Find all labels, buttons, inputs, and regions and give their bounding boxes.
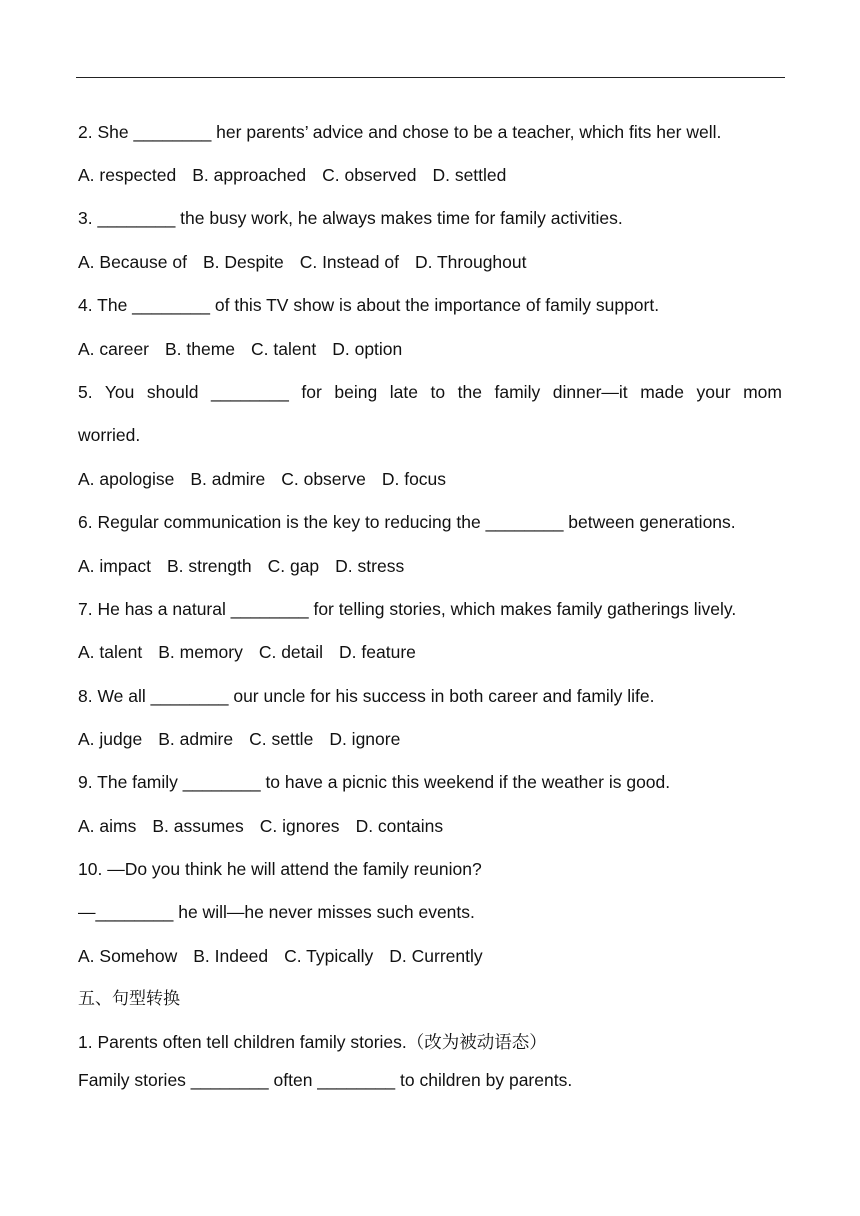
q9-option-c: C. ignores <box>259 816 340 836</box>
question-6-stem: 6. Regular communication is the key to reducing the ________ between generations. <box>78 512 736 532</box>
q3-option-a: A. Because of <box>78 252 187 272</box>
q7-option-a: A. talent <box>78 642 143 662</box>
q2-option-a: A. respected <box>78 165 177 185</box>
q10-option-b: B. Indeed <box>193 946 269 966</box>
q7-option-d: D. feature <box>339 642 416 662</box>
q3-option-b: B. Despite <box>202 252 284 272</box>
q8-option-a: A. judge <box>78 729 143 749</box>
question-3-options <box>78 251 527 273</box>
question-5-options <box>78 468 446 490</box>
q9-option-b: B. assumes <box>152 816 244 836</box>
question-5-stem-line1: 5. You should ________ for being late to the family dinner—it made your mom <box>78 382 782 402</box>
q2-option-c: C. observed <box>322 165 417 185</box>
question-10-stem: 10. —Do you think he will attend the family reunion? <box>78 859 482 879</box>
q6-option-a: A. impact <box>78 556 151 576</box>
question-9-options <box>78 815 443 837</box>
q6-option-c: C. gap <box>267 556 320 576</box>
q5-option-d: D. focus <box>381 469 447 489</box>
q2-option-d: D. settled <box>432 165 507 185</box>
question-10-options <box>78 945 483 967</box>
section-5-title: 五、句型转换 <box>78 989 180 1009</box>
q7-option-c: C. detail <box>258 642 324 662</box>
q4-option-b: B. theme <box>165 339 236 359</box>
question-2-stem: 2. She ________ her parents’ advice and chose to be a teacher, which fits her well. <box>78 122 722 142</box>
q3-option-d: D. Throughout <box>414 252 527 272</box>
question-10-reply: —________ he will—he never misses such events. <box>78 902 475 922</box>
q3-option-c: C. Instead of <box>299 252 399 272</box>
q4-option-c: C. talent <box>251 339 317 359</box>
section-5-item-1-stem: 1. Parents often tell children family stories.（改为被动语态） <box>78 1032 547 1052</box>
q5-option-a: A. apologise <box>78 469 175 489</box>
question-7-stem: 7. He has a natural ________ for telling stories, which makes family gatherings lively. <box>78 599 737 619</box>
q8-option-c: C. settle <box>249 729 314 749</box>
q6-option-d: D. stress <box>335 556 405 576</box>
question-8-stem: 8. We all ________ our uncle for his success in both career and family life. <box>78 686 655 706</box>
q8-option-b: B. admire <box>158 729 234 749</box>
q9-option-a: A. aims <box>78 816 137 836</box>
question-6-options <box>78 555 404 577</box>
header-rule <box>76 77 785 78</box>
q10-option-c: C. Typically <box>284 946 374 966</box>
q8-option-d: D. ignore <box>329 729 401 749</box>
q7-option-b: B. memory <box>158 642 243 662</box>
question-4-options <box>78 338 402 360</box>
q10-option-d: D. Currently <box>389 946 483 966</box>
question-8-options <box>78 728 400 750</box>
question-9-stem: 9. The family ________ to have a picnic this weekend if the weather is good. <box>78 772 671 792</box>
q9-option-d: D. contains <box>355 816 444 836</box>
q4-option-d: D. option <box>332 339 403 359</box>
q5-option-c: C. observe <box>281 469 366 489</box>
question-2-options <box>78 164 506 186</box>
question-7-options <box>78 641 416 663</box>
q4-option-a: A. career <box>78 339 149 359</box>
q10-option-a: A. Somehow <box>78 946 178 966</box>
section-5-item-1-answer-line: Family stories ________ often ________ to children by parents. <box>78 1070 573 1090</box>
question-5-stem-line2: worried. <box>78 425 141 445</box>
question-3-stem: 3. ________ the busy work, he always makes time for family activities. <box>78 208 623 228</box>
q6-option-b: B. strength <box>166 556 252 576</box>
q5-option-b: B. admire <box>190 469 266 489</box>
q2-option-b: B. approached <box>192 165 307 185</box>
question-4-stem: 4. The ________ of this TV show is about the importance of family support. <box>78 295 660 315</box>
